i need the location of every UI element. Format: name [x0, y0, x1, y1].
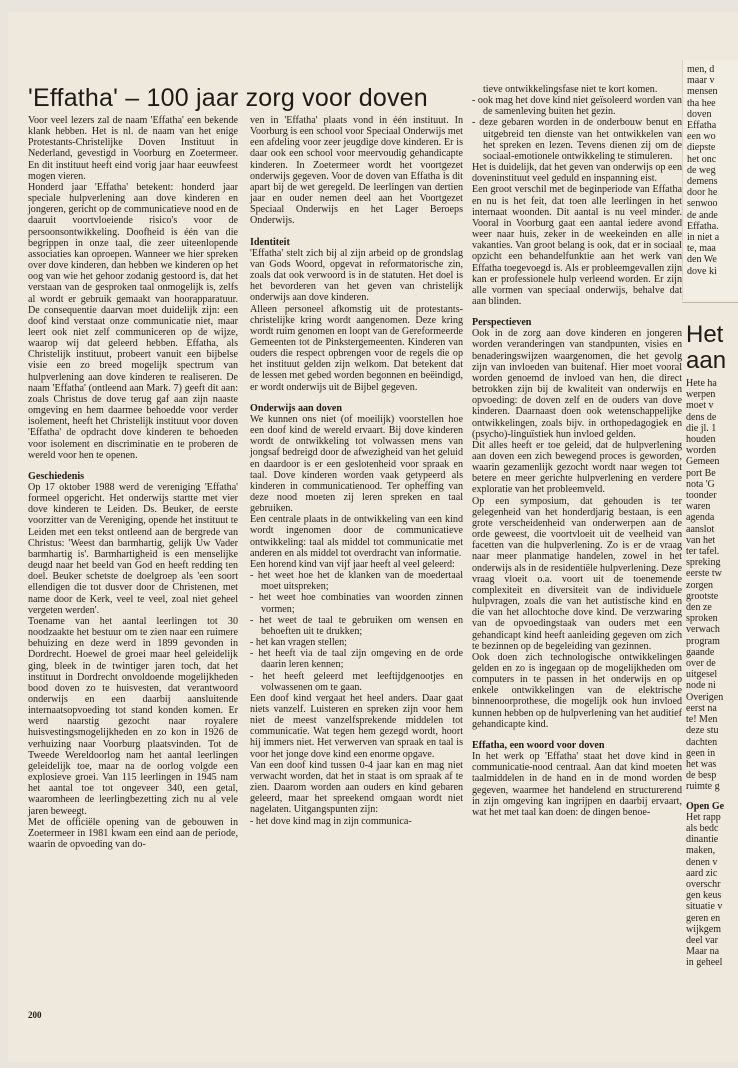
- bullet-list: [250, 570, 463, 693]
- fragment-line: grootste: [686, 590, 719, 602]
- list-item: - het kan vragen stellen;: [250, 637, 463, 648]
- column-1: [28, 115, 238, 850]
- paragraph: Voor veel lezers zal de naam 'Effatha' een bekende klank hebben. Het is nl. de naam van het enige Protestants-Christelijke Doven Instituut in Nederland, gevestigd in Voorburg en Zoetermeer. En dit instituut heeft eind vorig jaar haar eeuwfeest mogen vieren.: [28, 115, 238, 182]
- list-item: - het heeft via de taal zijn omgeving en de orde daarin leren kennen;: [250, 648, 463, 670]
- fragment-line: Het rapp: [686, 811, 721, 823]
- fragment-line: het onc: [687, 153, 717, 165]
- fragment-line: als bedc: [686, 822, 719, 834]
- fragment-line: van het: [686, 534, 716, 546]
- fragment-line: te! Men: [686, 714, 718, 726]
- paragraph: ven in 'Effatha' plaats vond in één instituut. In Voorburg is een school voor Speciaal Onderwijs met een afdeling voor zeer jeugdige dove kinderen. Er is daar ook een school voor meervoudig gehandicapte kinderen. In Zoetermeer wordt het voortgezet onderwijs gegeven. Voor de doven van Effatha is dit apart bij de wet geregeld. De leerlingen van dertien jaar en ouder nemen deel aan het Voortgezet Speciaal Onderwijs en het Lager Beroeps Onderwijs.: [250, 115, 463, 227]
- fragment-line: geren en: [686, 912, 721, 924]
- paragraph: Van een doof kind tussen 0-4 jaar kan en mag niet verwacht worden, dat het in staat is om spraak af te zien. Daarom worden aan ouders en kind gebaren geleerd, maar het spreekend omgaan wordt niet nagelaten. Uitgangspunten zijn:: [250, 759, 463, 816]
- paragraph: Honderd jaar 'Effatha' betekent: honderd jaar speciale hulpverlening aan dove kinderen en jongeren, gericht op de communicatieve nood en de daaruit voortvloeiende risico's voor de persoonsontwikkeling. Doofheid is één van die begrippen in onze taal, die zeer uiteenlopende associaties kan oproepen. Wanneer we hier spreken over dove kinderen, dan hebben we kinderen op het oog van wie het gehoor zodanig gestoord is, dat het verstaan van de gesproken taal onmogelijk is, zelfs al wordt er gebruik gemaakt van hoorapparatuur. De consequentie daarvan moet duidelijk zijn: een doof kind verstaat onze communicatie niet, maar leert ook niet zelf communiceren op de wijze, waarop wij dat geleerd hebben. Effatha, als Christelijk instituut, probeert vanuit een bijbelse visie een zo breed mogelijk spectrum van hulpverlening aan dove kinderen te realiseren. De naam 'Effatha' (ontleend aan Mark. 7) geeft dit aan: zoals Christus de dove terug gaf aan zijn naaste omgeving en hem daarmee behoedde voor verder isolement, heeft het Christelijk instituut voor doven 'Effatha' de opdracht dove kinderen te behoeden voor isolement en discriminatie en te proberen de wereld voor hen te openen.: [28, 181, 238, 461]
- list-item: - het weet de taal te gebruiken om wensen en behoeften uit te drukken;: [250, 615, 463, 637]
- paragraph: Ook doen zich technologische ontwikkelingen gelden en zo is ingegaan op de mogelijkheden om computers in te passen in het onderwijs en op enkele ontwikkelingen van de elektrische binnenoorprothese, die mogelijk ook hun invloed kunnen hebben op de hulpverlening van het auditief gehandicapte kind.: [472, 651, 682, 730]
- fragment-line: toonder: [686, 490, 717, 502]
- fragment-line: worden: [686, 445, 716, 457]
- fragment-line: diepste: [687, 142, 716, 154]
- fragment-line: in geheel: [686, 957, 723, 969]
- fragment-line: verwach: [686, 624, 720, 636]
- bullet-list: [250, 816, 463, 827]
- fragment-line: mensen: [687, 86, 718, 98]
- fragment-line: maar v: [687, 75, 715, 87]
- fragment-line: tha hee: [687, 97, 716, 109]
- fragment-line: port Be: [686, 467, 716, 479]
- fragment-line: aanslot: [686, 523, 715, 535]
- fragment-line: de ande: [687, 209, 718, 221]
- divider: [682, 302, 738, 303]
- fragment-line: agenda: [686, 512, 715, 524]
- fragment-line: dachten: [686, 736, 718, 748]
- paragraph: Een centrale plaats in de ontwikkeling van een kind wordt ingenomen door de communicatieve ontwikkeling: taal als middel tot communicatie met anderen en als middel tot overdracht van informatie.: [250, 514, 463, 559]
- paragraph: Toename van het aantal leerlingen tot 30 noodzaakte het bestuur om te zien naar een ruimere behuizing en deze werd in 1899 gevonden in Dordrecht. Hoewel de groei maar heel geleidelijk ging, bleek in de twintiger jaren toch, dat het instituut in Dordrecht onvoldoende mogelijkheden bood doven zo te huisvesten, dat verantwoord onderwijs en een daarbij aansluitende internaatsopvoeding tot stand konden komen. Er werd naarstig gezocht naar royalere huisvestingsmogelijkheden en zo kon in 1926 de verhuizing naar Voorburg plaatsvinden. Tot de Tweede Wereldoorlog nam het aantal leerlingen geleidelijk toe, maar na de oorlog volgde een explosieve groei. Van 115 leerlingen in 1945 nam het aantal toe tot ongeveer 340, een getal, waaromheen de leerlingbezetting zich nu al vele jaren beweegt.: [28, 615, 238, 817]
- fragment-line: over de: [686, 658, 716, 670]
- list-item: - deze gebaren worden in de onderbouw benut en uitgebreid ten dienste van het ontwikkelen van het spreken en lezen. Tevens dienen zij om de sociaal-emotionele ontwikkeling te stimuleren.: [472, 117, 682, 162]
- fragment-line: Gemeen: [686, 456, 720, 468]
- fragment-line: overschr: [686, 878, 721, 890]
- fragment-line: Effatha: [687, 120, 717, 132]
- fragment-line: gen keus: [686, 890, 722, 902]
- list-item: - het weet hoe combinaties van woorden zinnen vormen;: [250, 592, 463, 614]
- fragment-line: nota 'G: [686, 478, 715, 490]
- fragment-line: in niet a: [687, 232, 720, 244]
- fragment-line: Effatha.: [687, 220, 719, 232]
- fragment-line: sproken: [686, 613, 718, 625]
- fragment-title-line: Het: [686, 322, 724, 348]
- fragment-line: uitgesel: [686, 669, 718, 681]
- paragraph: 'Effatha' stelt zich bij al zijn arbeid op de grondslag van Gods Woord, opgevat in reformatorische zin, zoals dat ook verwoord is in de statuten. Het doel is het bevorderen van het geven van christelijk onderwijs aan dove kinderen.: [250, 247, 463, 304]
- fragment-line: senwoo: [687, 198, 718, 210]
- fragment-line: Overigen: [686, 691, 724, 703]
- paragraph: Op 17 oktober 1988 werd de vereniging 'Effatha' formeel opgericht. Het onderwijs startte met vier dove kinderen te Leiden. Ds. Beuker, de eerste voorzitter van de Vereniging, opende het instituut te Leiden met een tekst ontleend aan de bergrede van Christus: 'Weest dan barmhartig, gelijk Uw Vader barmhartig is'. Barmhartigheid is een menselijke deugd naar het beeld van God en heeft redding ten doel. Beuker schetste de doelgroep als 'een soort ellendigen die tot dusver door de Christenen, met name door de Kerk, veel te veel, zoal niet geheel vergeten werden'.: [28, 482, 238, 616]
- fragment-line: den We: [687, 254, 717, 266]
- fragment-heading: Open Ge: [686, 800, 725, 812]
- fragment-line: situatie v: [686, 901, 723, 913]
- fragment-line: te, maa: [687, 243, 716, 255]
- fragment-line: dinantie: [686, 834, 719, 846]
- fragment-line: geen in: [686, 747, 716, 759]
- list-item: - het weet hoe het de klanken van de moedertaal moet uitspreken;: [250, 570, 463, 592]
- section-heading-onderwijs: Onderwijs aan doven: [250, 402, 342, 414]
- fragment-line: de besp: [686, 770, 717, 782]
- paragraph: Alleen personeel afkomstig uit de protestants-christelijke kring wordt aangenomen. Deze kring wordt ruim genomen en loopt van de Gereformeerde Gemeenten tot de Pinkstergemeenten. Kinderen van ouders die respect opbrengen voor de regels die op het instituut gelden zijn welkom. Dat betekent dat de lessen met gebed worden begonnen en beëindigd, er wordt onderwijs uit de Bijbel gegeven.: [250, 303, 463, 393]
- fragment-line: node ni: [686, 680, 716, 692]
- paragraph: Ook in de zorg aan dove kinderen en jongeren worden veranderingen van standpunten, visies en benaderingswijzen waargenomen, die het gevolg zijn van invloeden van buitenaf. Hier moet vooral worden genoemd de invloed van hen, die direct betrokken zijn bij de kwaliteit van onderwijs en opvoeding: de doven zelf en de ouders van dove kinderen. Daarnaast doen ook wetenschappelijke ontwikkelingen, zoals bijv. in orthopedagogiek en (psycho)-linguïstiek hun invloed gelden.: [472, 328, 682, 440]
- fragment-title-line: aan: [686, 347, 727, 374]
- adjacent-column-fragment-top: [682, 60, 738, 300]
- adjacent-column-fragment-body: [682, 378, 738, 969]
- article-title: 'Effatha' – 100 jaar zorg voor doven: [28, 84, 428, 112]
- list-item: - het heeft geleerd met leeftijdgenootjes en volwassenen om te gaan.: [250, 671, 463, 693]
- fragment-line: dove ki: [687, 265, 717, 277]
- fragment-line: denen v: [686, 856, 718, 868]
- fragment-line: het was: [686, 758, 717, 770]
- fragment-line: waren: [686, 501, 711, 513]
- fragment-line: houden: [686, 434, 716, 446]
- section-heading-geschiedenis: Geschiedenis: [28, 470, 85, 482]
- fragment-line: deze stu: [686, 725, 719, 737]
- fragment-line: een wo: [687, 131, 716, 143]
- fragment-line: wijkgem: [686, 923, 721, 935]
- fragment-line: Maar na: [686, 946, 720, 958]
- fragment-line: de weg: [687, 164, 716, 176]
- paragraph: Met de officiële opening van de gebouwen in Zoetermeer in 1981 kwam een eind aan de periode, waarin de opvoeding van do-: [28, 816, 238, 850]
- adjacent-article-title-fragment: [686, 322, 738, 374]
- fragment-line: demens: [687, 176, 718, 188]
- paragraph: Dit alles heeft er toe geleid, dat de hulpverlening aan doven een zich bewegend proces is geworden, waarin gezamenlijk gezocht wordt naar wegen tot betere en meer gerichte hulpverlening en verdere exploratie van het probleemveld.: [472, 439, 682, 496]
- section-heading-perspectieven: Perspectieven: [472, 317, 532, 329]
- fragment-line: ter tafel.: [686, 546, 720, 558]
- column-3: [472, 84, 682, 818]
- fragment-line: men, d: [687, 64, 715, 75]
- fragment-line: maken,: [686, 845, 716, 857]
- fragment-line: werpen: [686, 389, 716, 401]
- section-heading-identiteit: Identiteit: [250, 236, 290, 248]
- fragment-line: deel var: [686, 934, 718, 946]
- paragraph: Het is duidelijk, dat het geven van onderwijs op een doveninstituut veel geduld en inspanning eist.: [472, 162, 682, 185]
- paragraph: We kunnen ons niet (of moeilijk) voorstellen hoe een doof kind de wereld ervaart. Bij dove kinderen wordt de ontwikkeling tot volwassen mens van jongsaf bedreigd door de afwezigheid van het geluid en daardoor is er een geslotenheid voor spraak en taal. Dove kinderen worden vaak getypeerd als kinderen in communicatienood. Ter opheffing van deze nood moeten zij leren spreken en taal gebruiken.: [250, 413, 463, 515]
- fragment-line: program: [686, 635, 720, 647]
- fragment-line: die jl. 1: [686, 422, 717, 434]
- paragraph: Op een symposium, dat gehouden is ter gelegenheid van het honderdjarig bestaan, is een grote verscheidenheid van onderwerpen aan de orde geweest, die voortvloeit uit de veelheid van facetten van die hulpverlening. Zo is er de vraag naar meer planmatige handelen, zowel in het onderwijs als in de residentiële hulpverlening. Deze vraag vloeit o.a. voort uit de toenemende complexiteit en diversiteit van de individuele hulpvragen, zoals die van het autistische kind en die van het allochtoche dove kind. De verzwaring van de opvoedingstaak van ouders met een gehandicapt kind heeft aanleiding gegeven om zich te bezinnen op de begeleiding van gezinnen.: [472, 495, 682, 652]
- bullet-list: [472, 84, 682, 162]
- fragment-line: ruimte g: [686, 781, 720, 793]
- fragment-line: spreking: [686, 557, 721, 569]
- page-number: 200: [28, 1010, 42, 1020]
- fragment-line: doven: [687, 108, 712, 120]
- fragment-line: Hete ha: [686, 378, 717, 389]
- fragment-line: eerst na: [686, 702, 717, 714]
- fragment-line: aard zic: [686, 867, 718, 879]
- paragraph: Een horend kind van vijf jaar heeft al veel geleerd:: [250, 558, 455, 570]
- list-item: - het dove kind mag in zijn communica-: [250, 816, 463, 827]
- list-item: tieve ontwikkelingsfase niet te kort komen.: [483, 84, 658, 95]
- fragment-line: zorgen: [686, 579, 714, 591]
- fragment-line: moet v: [686, 400, 714, 412]
- paragraph: Een doof kind vergaat het heel anders. Daar gaat niets vanzelf. Luisteren en spreken zijn voor hem niet de meest vanzelfsprekende middelen tot communicatie. Wat tegen hem gezegd wordt, hoort hij immers niet. Het verwerven van spraak en taal is voor het jonge dove kind een enorme opgave.: [250, 692, 463, 760]
- paragraph: In het werk op 'Effatha' staat het dove kind in communicatie-nood centraal. Aan dat kind moeten taalmiddelen in de hand en in de mond worden gegeven, waarmee het handelend en structurerend in zijn omgeving kan ingrijpen en daarbij ervaart, wat het met taal kan doen: de dingen benoe-: [472, 751, 682, 818]
- fragment-line: gaande: [686, 646, 715, 658]
- list-item: - ook mag het dove kind niet geïsoleerd worden van de samenleving buiten het gezin.: [472, 95, 682, 117]
- fragment-line: eerste tw: [686, 568, 722, 580]
- paragraph: Een groot verschil met de beginperiode van Effatha en nu is het feit, dat toen alle leerlingen in het internaat woonden. Dit aantal is nu veel minder. Vooral in Voorburg gaat een aantal iedere avond weer naar huis, zeker in de weekeinden en alle vakanties. Van groot belang is ook, dat er in sociaal opzicht een behandelfunktie aan het werk van Effatha toegevoegd is. Als er probleemgevallen zijn kan er professionele hulp verleend worden. Er zijn alle vormen van speciaal onderwijs, behalve dat aan blinden.: [472, 184, 682, 307]
- fragment-line: door he: [687, 187, 718, 199]
- column-2: [250, 115, 463, 827]
- fragment-line: den ze: [686, 602, 712, 614]
- section-heading-effatha-woord: Effatha, een woord voor doven: [472, 739, 605, 751]
- fragment-line: dens de: [686, 411, 717, 423]
